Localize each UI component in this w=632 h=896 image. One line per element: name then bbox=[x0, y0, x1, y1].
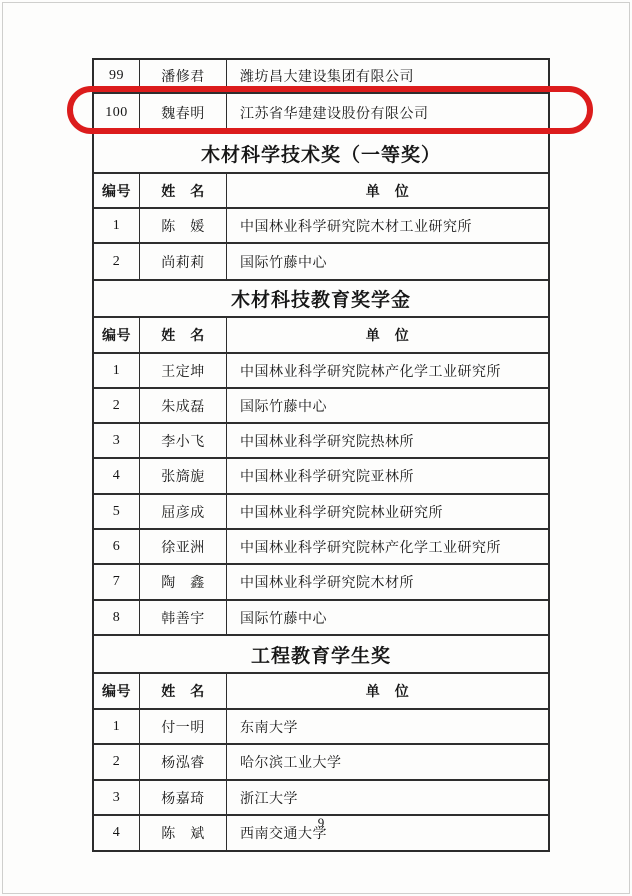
row-number-cell: 4 bbox=[94, 459, 140, 493]
row-number-cell: 2 bbox=[94, 745, 140, 779]
awards-document-table bbox=[92, 58, 550, 852]
row-number-cell: 2 bbox=[94, 244, 140, 279]
header-unit: 单 位 bbox=[365, 327, 410, 343]
unit-cell: 国际竹藤中心 bbox=[240, 399, 327, 415]
name-cell: 徐亚洲 bbox=[140, 530, 227, 563]
name-cell: 韩善宇 bbox=[140, 601, 227, 634]
table-row bbox=[94, 781, 548, 816]
unit-cell: 中国林业科学研究院林产化学工业研究所 bbox=[240, 364, 501, 380]
table-row bbox=[94, 745, 548, 781]
table-header-row bbox=[94, 174, 548, 209]
section-title-engineering-education: 工程教育学生奖 bbox=[94, 636, 548, 674]
unit-cell: 潍坊昌大建设集团有限公司 bbox=[240, 70, 414, 85]
unit-cell: 东南大学 bbox=[240, 720, 298, 736]
name-cell: 杨泓睿 bbox=[140, 745, 227, 779]
table-row bbox=[94, 209, 548, 244]
table-row-circled bbox=[94, 94, 548, 134]
name-cell: 尚莉莉 bbox=[140, 244, 227, 279]
table-row bbox=[94, 601, 548, 636]
header-no: 编号 bbox=[94, 174, 140, 207]
name-cell: 张旖旎 bbox=[140, 459, 227, 493]
unit-cell: 江苏省华建建设股份有限公司 bbox=[240, 107, 429, 122]
unit-cell: 哈尔滨工业大学 bbox=[240, 756, 342, 771]
header-unit: 单 位 bbox=[365, 683, 410, 699]
name-cell: 陈 媛 bbox=[140, 209, 227, 242]
name-cell: 朱成磊 bbox=[140, 389, 227, 422]
unit-cell: 中国林业科学研究院林产化学工业研究所 bbox=[240, 540, 501, 556]
table-row bbox=[94, 60, 548, 94]
row-number-cell: 1 bbox=[94, 354, 140, 387]
name-cell: 付一明 bbox=[140, 710, 227, 743]
header-no: 编号 bbox=[94, 674, 140, 708]
name-cell: 李小飞 bbox=[140, 424, 227, 457]
unit-cell: 西南交通大学 bbox=[240, 827, 327, 842]
unit-cell: 中国林业科学研究院亚林所 bbox=[240, 470, 414, 485]
row-number-cell: 4 bbox=[94, 816, 140, 850]
row-number-cell: 2 bbox=[94, 389, 140, 422]
section-title-wood-science-award: 木材科学技术奖（一等奖） bbox=[94, 134, 548, 174]
table-row bbox=[94, 459, 548, 495]
name-cell: 潘修君 bbox=[140, 60, 227, 92]
unit-cell: 浙江大学 bbox=[240, 791, 298, 807]
name-cell: 杨嘉琦 bbox=[140, 781, 227, 814]
table-header-row bbox=[94, 318, 548, 354]
table-row bbox=[94, 565, 548, 601]
unit-cell: 中国林业科学研究院热林所 bbox=[240, 434, 414, 450]
table-row bbox=[94, 389, 548, 424]
row-number-cell: 6 bbox=[94, 530, 140, 563]
name-cell: 屈彦成 bbox=[140, 495, 227, 528]
table-row bbox=[94, 710, 548, 745]
row-number-cell: 8 bbox=[94, 601, 140, 634]
row-number-cell: 3 bbox=[94, 781, 140, 814]
unit-cell: 中国林业科学研究院木材所 bbox=[240, 576, 414, 591]
name-cell: 魏春明 bbox=[140, 94, 227, 132]
row-number-cell: 5 bbox=[94, 495, 140, 528]
header-no: 编号 bbox=[94, 318, 140, 352]
table-row bbox=[94, 424, 548, 459]
unit-cell: 国际竹藤中心 bbox=[240, 611, 327, 627]
table-row bbox=[94, 495, 548, 530]
row-number-cell: 3 bbox=[94, 424, 140, 457]
name-cell: 陈 斌 bbox=[140, 816, 227, 850]
header-name: 姓 名 bbox=[140, 318, 227, 352]
row-number-cell: 1 bbox=[94, 209, 140, 242]
header-name: 姓 名 bbox=[140, 674, 227, 708]
row-number-cell: 100 bbox=[94, 94, 140, 132]
table-row bbox=[94, 530, 548, 565]
row-number-cell: 1 bbox=[94, 710, 140, 743]
unit-cell: 中国林业科学研究院木材工业研究所 bbox=[240, 219, 472, 235]
name-cell: 陶 鑫 bbox=[140, 565, 227, 599]
unit-cell: 国际竹藤中心 bbox=[240, 255, 327, 271]
section-title-wood-scholarship: 木材科技教育奖学金 bbox=[94, 281, 548, 318]
row-number-cell: 99 bbox=[94, 60, 140, 92]
name-cell: 王定坤 bbox=[140, 354, 227, 387]
unit-cell: 中国林业科学研究院林业研究所 bbox=[240, 505, 443, 521]
page-number: 9 bbox=[317, 815, 325, 830]
header-name: 姓 名 bbox=[140, 174, 227, 207]
header-unit: 单 位 bbox=[365, 182, 410, 199]
row-number-cell: 7 bbox=[94, 565, 140, 599]
table-header-row bbox=[94, 674, 548, 710]
table-row bbox=[94, 354, 548, 389]
table-row bbox=[94, 244, 548, 281]
